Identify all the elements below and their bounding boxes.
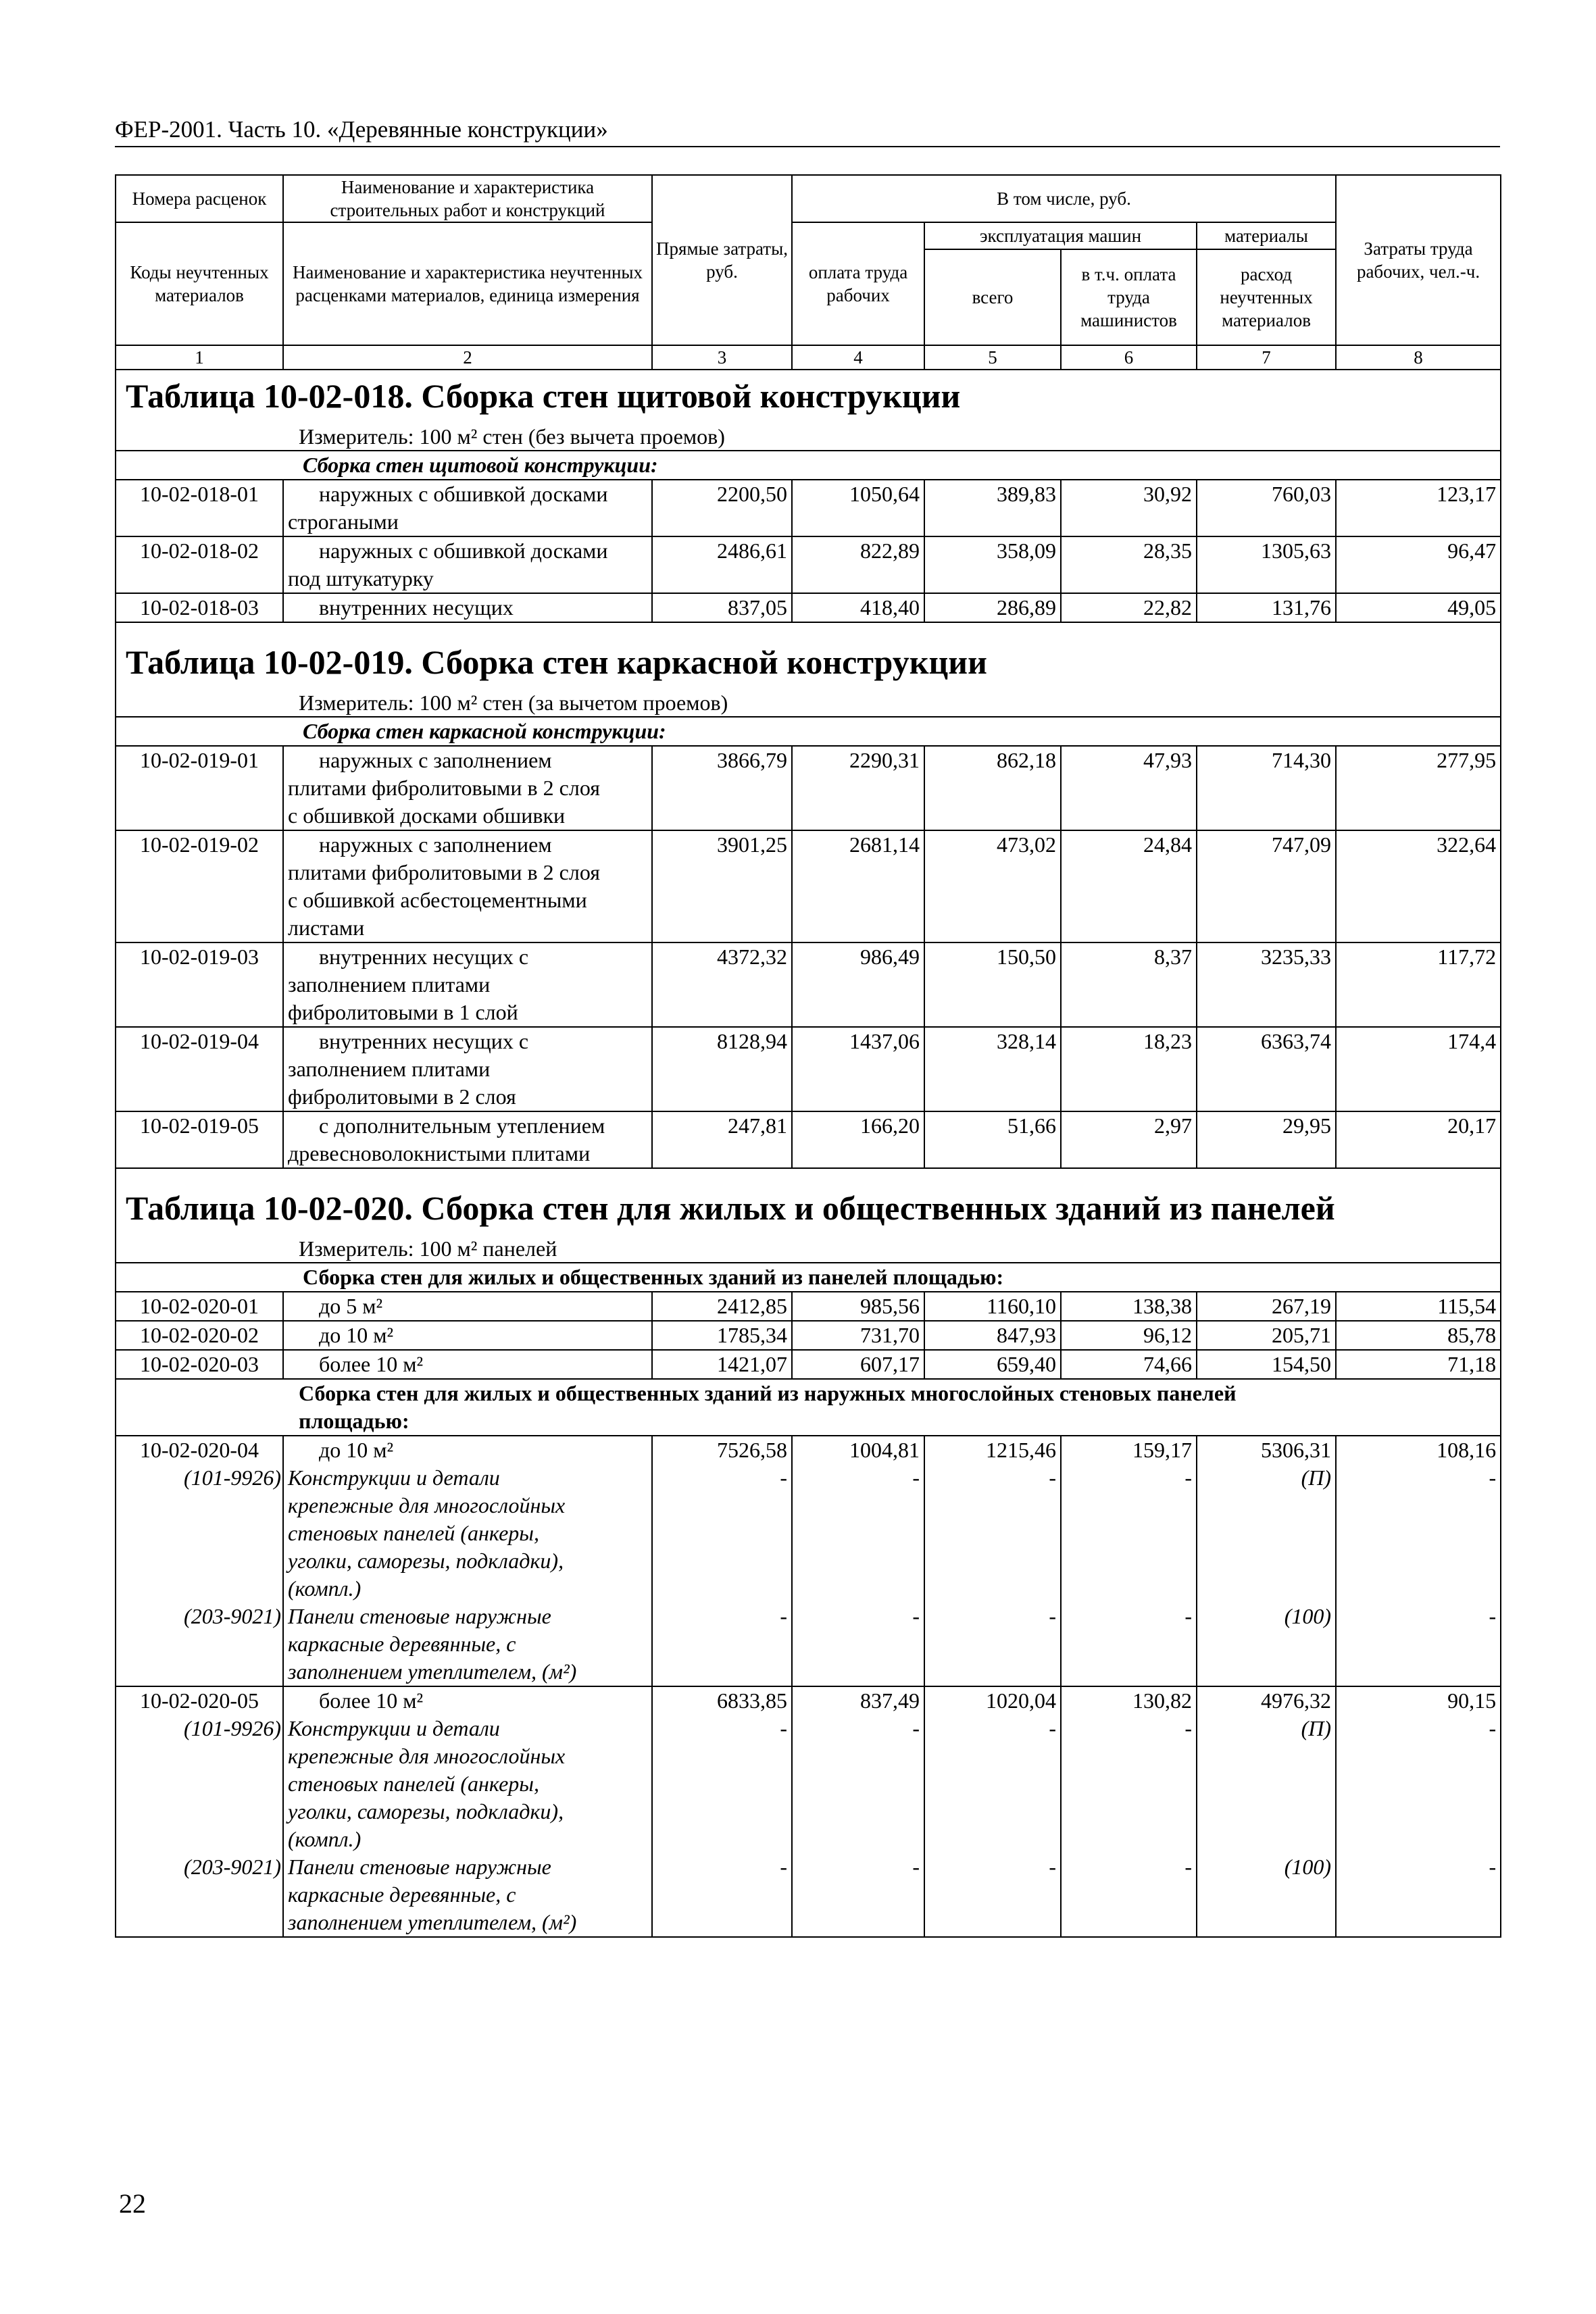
page-number: 22 [119, 2188, 146, 2219]
rate-code: 10-02-019-02 [116, 830, 283, 942]
value-cell: 1421,07 [652, 1350, 792, 1379]
value-cell: 74,66 [1061, 1350, 1197, 1379]
name-line: заполнением плитами [288, 1057, 491, 1081]
name-line: фибролитовыми в 2 слоя [288, 1084, 516, 1109]
col-number: 2 [283, 345, 652, 370]
value-cell: 5306,31 [1197, 1436, 1336, 1464]
value-cell: 2200,50 [652, 480, 792, 536]
rate-code: 10-02-018-01 [116, 480, 283, 536]
name-line: до 5 м² [319, 1294, 383, 1318]
value-cell: 22,82 [1061, 593, 1197, 622]
col5-header: всего [924, 249, 1061, 345]
name-line: с дополнительным утеплением [319, 1113, 605, 1138]
value-cell: 862,18 [924, 746, 1061, 830]
value-cell: 108,16 [1336, 1436, 1501, 1464]
value-cell: 3901,25 [652, 830, 792, 942]
col-number: 7 [1197, 345, 1336, 370]
name-line: листами [288, 915, 365, 940]
column-header-table [115, 174, 1501, 370]
value-cell: 166,20 [792, 1111, 924, 1168]
col-number: 6 [1061, 345, 1197, 370]
table-row [116, 593, 1501, 622]
table-row [116, 1111, 1501, 1168]
material-row [116, 1715, 1501, 1853]
value-cell: 986,49 [792, 942, 924, 1027]
name-line: плитами фибролитовыми в 2 слоя [288, 776, 600, 800]
col6-header: в т.ч. оплата труда машинистов [1061, 249, 1197, 345]
value-cell: 328,14 [924, 1027, 1061, 1111]
name-line: заполнением утеплителем, (м²) [288, 1910, 577, 1934]
value-cell: 1160,10 [924, 1292, 1061, 1321]
table-row [116, 830, 1501, 942]
value-cell: 607,17 [792, 1350, 924, 1379]
value-cell: 473,02 [924, 830, 1061, 942]
name-line: уголки, саморезы, подкладки), [288, 1799, 564, 1823]
material-row [116, 1464, 1501, 1603]
value-cell: 418,40 [792, 593, 924, 622]
name-line: заполнением утеплителем, (м²) [288, 1659, 577, 1684]
value-cell: 117,72 [1336, 942, 1501, 1027]
name-line: внутренних несущих [319, 595, 514, 620]
name-line: внутренних несущих с [319, 945, 529, 969]
table-row [116, 746, 1501, 830]
value-cell: - [1061, 1464, 1197, 1603]
value-cell: 6833,85 [652, 1686, 792, 1715]
col1-bottom-header: Коды неучтенных материалов [116, 222, 283, 345]
name-line: древесноволокнистыми плитами [288, 1141, 591, 1165]
rate-code: 10-02-019-03 [116, 942, 283, 1027]
rate-code: 10-02-020-01 [116, 1292, 283, 1321]
material-code: (203-9021) [116, 1853, 283, 1937]
name-line: более 10 м² [319, 1688, 424, 1713]
table-row [116, 1292, 1501, 1321]
value-cell: 205,71 [1197, 1321, 1336, 1350]
value-cell: 731,70 [792, 1321, 924, 1350]
section-heading: Сборка стен для жилых и общественных зданий из наружных многослойных стеновых панелей [299, 1381, 1237, 1405]
section-heading: Сборка стен щитовой конструкции: [303, 453, 658, 477]
value-cell: 174,4 [1336, 1027, 1501, 1111]
value-cell: 49,05 [1336, 593, 1501, 622]
value-cell: 1305,63 [1197, 536, 1336, 593]
rate-code: 10-02-020-03 [116, 1350, 283, 1379]
name-line: крепежные для многослойных [288, 1493, 566, 1517]
value-cell: 277,95 [1336, 746, 1501, 830]
value-cell: 322,64 [1336, 830, 1501, 942]
rate-code: 10-02-020-05 [116, 1686, 283, 1715]
name-line: Панели стеновые наружные [288, 1855, 551, 1879]
value-cell: 20,17 [1336, 1111, 1501, 1168]
value-cell: (100) [1197, 1603, 1336, 1686]
value-cell: 1215,46 [924, 1436, 1061, 1464]
rate-code: 10-02-020-02 [116, 1321, 283, 1350]
table-row [116, 942, 1501, 1027]
col-number: 3 [652, 345, 792, 370]
material-code: (101-9926) [116, 1464, 283, 1603]
name-line: стеновых панелей (анкеры, [288, 1521, 539, 1545]
table-row [116, 1027, 1501, 1111]
value-cell: - [924, 1853, 1061, 1937]
name-line: до 10 м² [319, 1438, 394, 1462]
value-cell: 24,84 [1061, 830, 1197, 942]
name-line: наружных с заполнением [319, 832, 552, 857]
material-row [116, 1853, 1501, 1937]
value-cell: 4372,32 [652, 942, 792, 1027]
name-line: Панели стеновые наружные [288, 1604, 551, 1628]
value-cell: 154,50 [1197, 1350, 1336, 1379]
col-number: 4 [792, 345, 924, 370]
value-cell: 71,18 [1336, 1350, 1501, 1379]
value-cell: 8,37 [1061, 942, 1197, 1027]
col-number: 8 [1336, 345, 1501, 370]
value-cell: 18,23 [1061, 1027, 1197, 1111]
name-line: наружных с заполнением [319, 748, 552, 772]
value-cell: 47,93 [1061, 746, 1197, 830]
value-cell: 1785,34 [652, 1321, 792, 1350]
table-unit: Измеритель: 100 м² стен (без вычета проемов) [299, 424, 725, 449]
name-line: (компл.) [288, 1827, 361, 1851]
value-cell: - [1336, 1853, 1501, 1937]
value-cell: 30,92 [1061, 480, 1197, 536]
rate-code: 10-02-019-01 [116, 746, 283, 830]
value-cell: 28,35 [1061, 536, 1197, 593]
value-cell: 85,78 [1336, 1321, 1501, 1350]
name-line: крепежные для многослойных [288, 1744, 566, 1768]
value-cell: 358,09 [924, 536, 1061, 593]
name-line: Конструкции и детали [288, 1716, 500, 1740]
name-line: с обшивкой досками обшивки [288, 803, 566, 828]
value-cell: 130,82 [1061, 1686, 1197, 1715]
table-unit: Измеритель: 100 м² стен (за вычетом проемов) [299, 690, 728, 715]
name-line: наружных с обшивкой досками [319, 482, 608, 506]
value-cell: - [652, 1464, 792, 1603]
col2-top-header: Наименование и характеристика строительных работ и конструкций [283, 175, 652, 222]
value-cell: 837,49 [792, 1686, 924, 1715]
rate-code: 10-02-019-04 [116, 1027, 283, 1111]
name-line: Конструкции и детали [288, 1465, 500, 1490]
table-title: Таблица 10-02-019. Сборка стен каркасной конструкции [126, 643, 987, 681]
value-cell: 2486,61 [652, 536, 792, 593]
name-line: наружных с обшивкой досками [319, 538, 608, 563]
material-code: (203-9021) [116, 1603, 283, 1686]
value-cell: 1004,81 [792, 1436, 924, 1464]
table-row [116, 1321, 1501, 1350]
col3-header: Прямые затраты, руб. [652, 175, 792, 345]
value-cell: - [924, 1603, 1061, 1686]
col-number: 1 [116, 345, 283, 370]
value-cell: 138,38 [1061, 1292, 1197, 1321]
value-cell: 90,15 [1336, 1686, 1501, 1715]
section-heading: Сборка стен каркасной конструкции: [303, 719, 666, 743]
value-cell: - [924, 1464, 1061, 1603]
value-cell: 847,93 [924, 1321, 1061, 1350]
name-line: каркасные деревянные, с [288, 1632, 516, 1656]
value-cell: 2,97 [1061, 1111, 1197, 1168]
value-cell: 96,12 [1061, 1321, 1197, 1350]
value-cell: 6363,74 [1197, 1027, 1336, 1111]
col2-bottom-header: Наименование и характеристика неучтенных расценками материалов, единица измерения [283, 222, 652, 345]
value-cell: - [792, 1853, 924, 1937]
value-cell: 747,09 [1197, 830, 1336, 942]
value-cell: 389,83 [924, 480, 1061, 536]
value-cell: - [1336, 1603, 1501, 1686]
value-cell: - [652, 1603, 792, 1686]
value-cell: (П) [1197, 1715, 1336, 1853]
value-cell: 115,54 [1336, 1292, 1501, 1321]
value-cell: 96,47 [1336, 536, 1501, 593]
value-cell: 131,76 [1197, 593, 1336, 622]
incl-header: В том числе, руб. [792, 175, 1336, 222]
value-cell: - [792, 1603, 924, 1686]
value-cell: 2290,31 [792, 746, 924, 830]
value-cell: 3235,33 [1197, 942, 1336, 1027]
rate-code: 10-02-018-03 [116, 593, 283, 622]
value-cell: 837,05 [652, 593, 792, 622]
name-line: строгаными [288, 509, 399, 534]
value-cell: (П) [1197, 1464, 1336, 1603]
value-cell: - [1061, 1715, 1197, 1853]
value-cell: 822,89 [792, 536, 924, 593]
col-number: 5 [924, 345, 1061, 370]
value-cell: 267,19 [1197, 1292, 1336, 1321]
value-cell: - [792, 1715, 924, 1853]
machines-header: эксплуатация машин [924, 222, 1197, 249]
value-cell: 7526,58 [652, 1436, 792, 1464]
table-title: Таблица 10-02-018. Сборка стен щитовой конструкции [126, 377, 961, 415]
value-cell: 760,03 [1197, 480, 1336, 536]
materials-header: материалы [1197, 222, 1336, 249]
value-cell: 150,50 [924, 942, 1061, 1027]
value-cell: - [1336, 1715, 1501, 1853]
value-cell: 4976,32 [1197, 1686, 1336, 1715]
col1-top-header: Номера расценок [116, 175, 283, 222]
name-line: заполнением плитами [288, 972, 491, 997]
value-cell: 29,95 [1197, 1111, 1336, 1168]
name-line: до 10 м² [319, 1323, 394, 1347]
name-line: плитами фибролитовыми в 2 слоя [288, 860, 600, 884]
name-line: уголки, саморезы, подкладки), [288, 1549, 564, 1573]
section-heading: Сборка стен для жилых и общественных зданий из панелей площадью: [303, 1265, 1004, 1289]
value-cell: 159,17 [1061, 1436, 1197, 1464]
value-cell: - [652, 1853, 792, 1937]
table-unit: Измеритель: 100 м² панелей [299, 1236, 557, 1261]
value-cell: 1050,64 [792, 480, 924, 536]
table-row [116, 1350, 1501, 1379]
table-row [116, 1436, 1501, 1464]
rate-code: 10-02-018-02 [116, 536, 283, 593]
value-cell: 1437,06 [792, 1027, 924, 1111]
value-cell: - [924, 1715, 1061, 1853]
rate-code: 10-02-019-05 [116, 1111, 283, 1168]
value-cell: - [1336, 1464, 1501, 1603]
value-cell: - [1061, 1603, 1197, 1686]
name-line: стеновых панелей (анкеры, [288, 1771, 539, 1796]
name-line: фибролитовыми в 1 слой [288, 1000, 518, 1024]
value-cell: 286,89 [924, 593, 1061, 622]
table-row [116, 536, 1501, 593]
value-cell: - [792, 1464, 924, 1603]
col7-header: расход неучтенных материалов [1197, 249, 1336, 345]
material-code: (101-9926) [116, 1715, 283, 1853]
value-cell: 714,30 [1197, 746, 1336, 830]
material-row [116, 1603, 1501, 1686]
name-line: с обшивкой асбестоцементными [288, 888, 587, 912]
value-cell: (100) [1197, 1853, 1336, 1937]
value-cell: - [652, 1715, 792, 1853]
value-cell: - [1061, 1853, 1197, 1937]
name-line: более 10 м² [319, 1352, 424, 1376]
name-line: под штукатурку [288, 566, 434, 590]
value-cell: 51,66 [924, 1111, 1061, 1168]
col4-header: оплата труда рабочих [792, 222, 924, 345]
value-cell: 2681,14 [792, 830, 924, 942]
table-title: Таблица 10-02-020. Сборка стен для жилых и общественных зданий из панелей [126, 1189, 1335, 1227]
name-line: (компл.) [288, 1576, 361, 1601]
col8-header: Затраты труда рабочих, чел.-ч. [1336, 175, 1501, 345]
value-cell: 659,40 [924, 1350, 1061, 1379]
value-cell: 2412,85 [652, 1292, 792, 1321]
name-line: каркасные деревянные, с [288, 1882, 516, 1907]
page-header: ФЕР-2001. Часть 10. «Деревянные конструкции» [115, 114, 1500, 147]
value-cell: 1020,04 [924, 1686, 1061, 1715]
value-cell: 3866,79 [652, 746, 792, 830]
value-cell: 985,56 [792, 1292, 924, 1321]
rates-table [115, 357, 1501, 1938]
rate-code: 10-02-020-04 [116, 1436, 283, 1464]
table-row [116, 1686, 1501, 1715]
name-line: внутренних несущих с [319, 1029, 529, 1053]
section-heading: площадью: [299, 1409, 409, 1433]
value-cell: 123,17 [1336, 480, 1501, 536]
value-cell: 247,81 [652, 1111, 792, 1168]
value-cell: 8128,94 [652, 1027, 792, 1111]
table-row [116, 480, 1501, 536]
